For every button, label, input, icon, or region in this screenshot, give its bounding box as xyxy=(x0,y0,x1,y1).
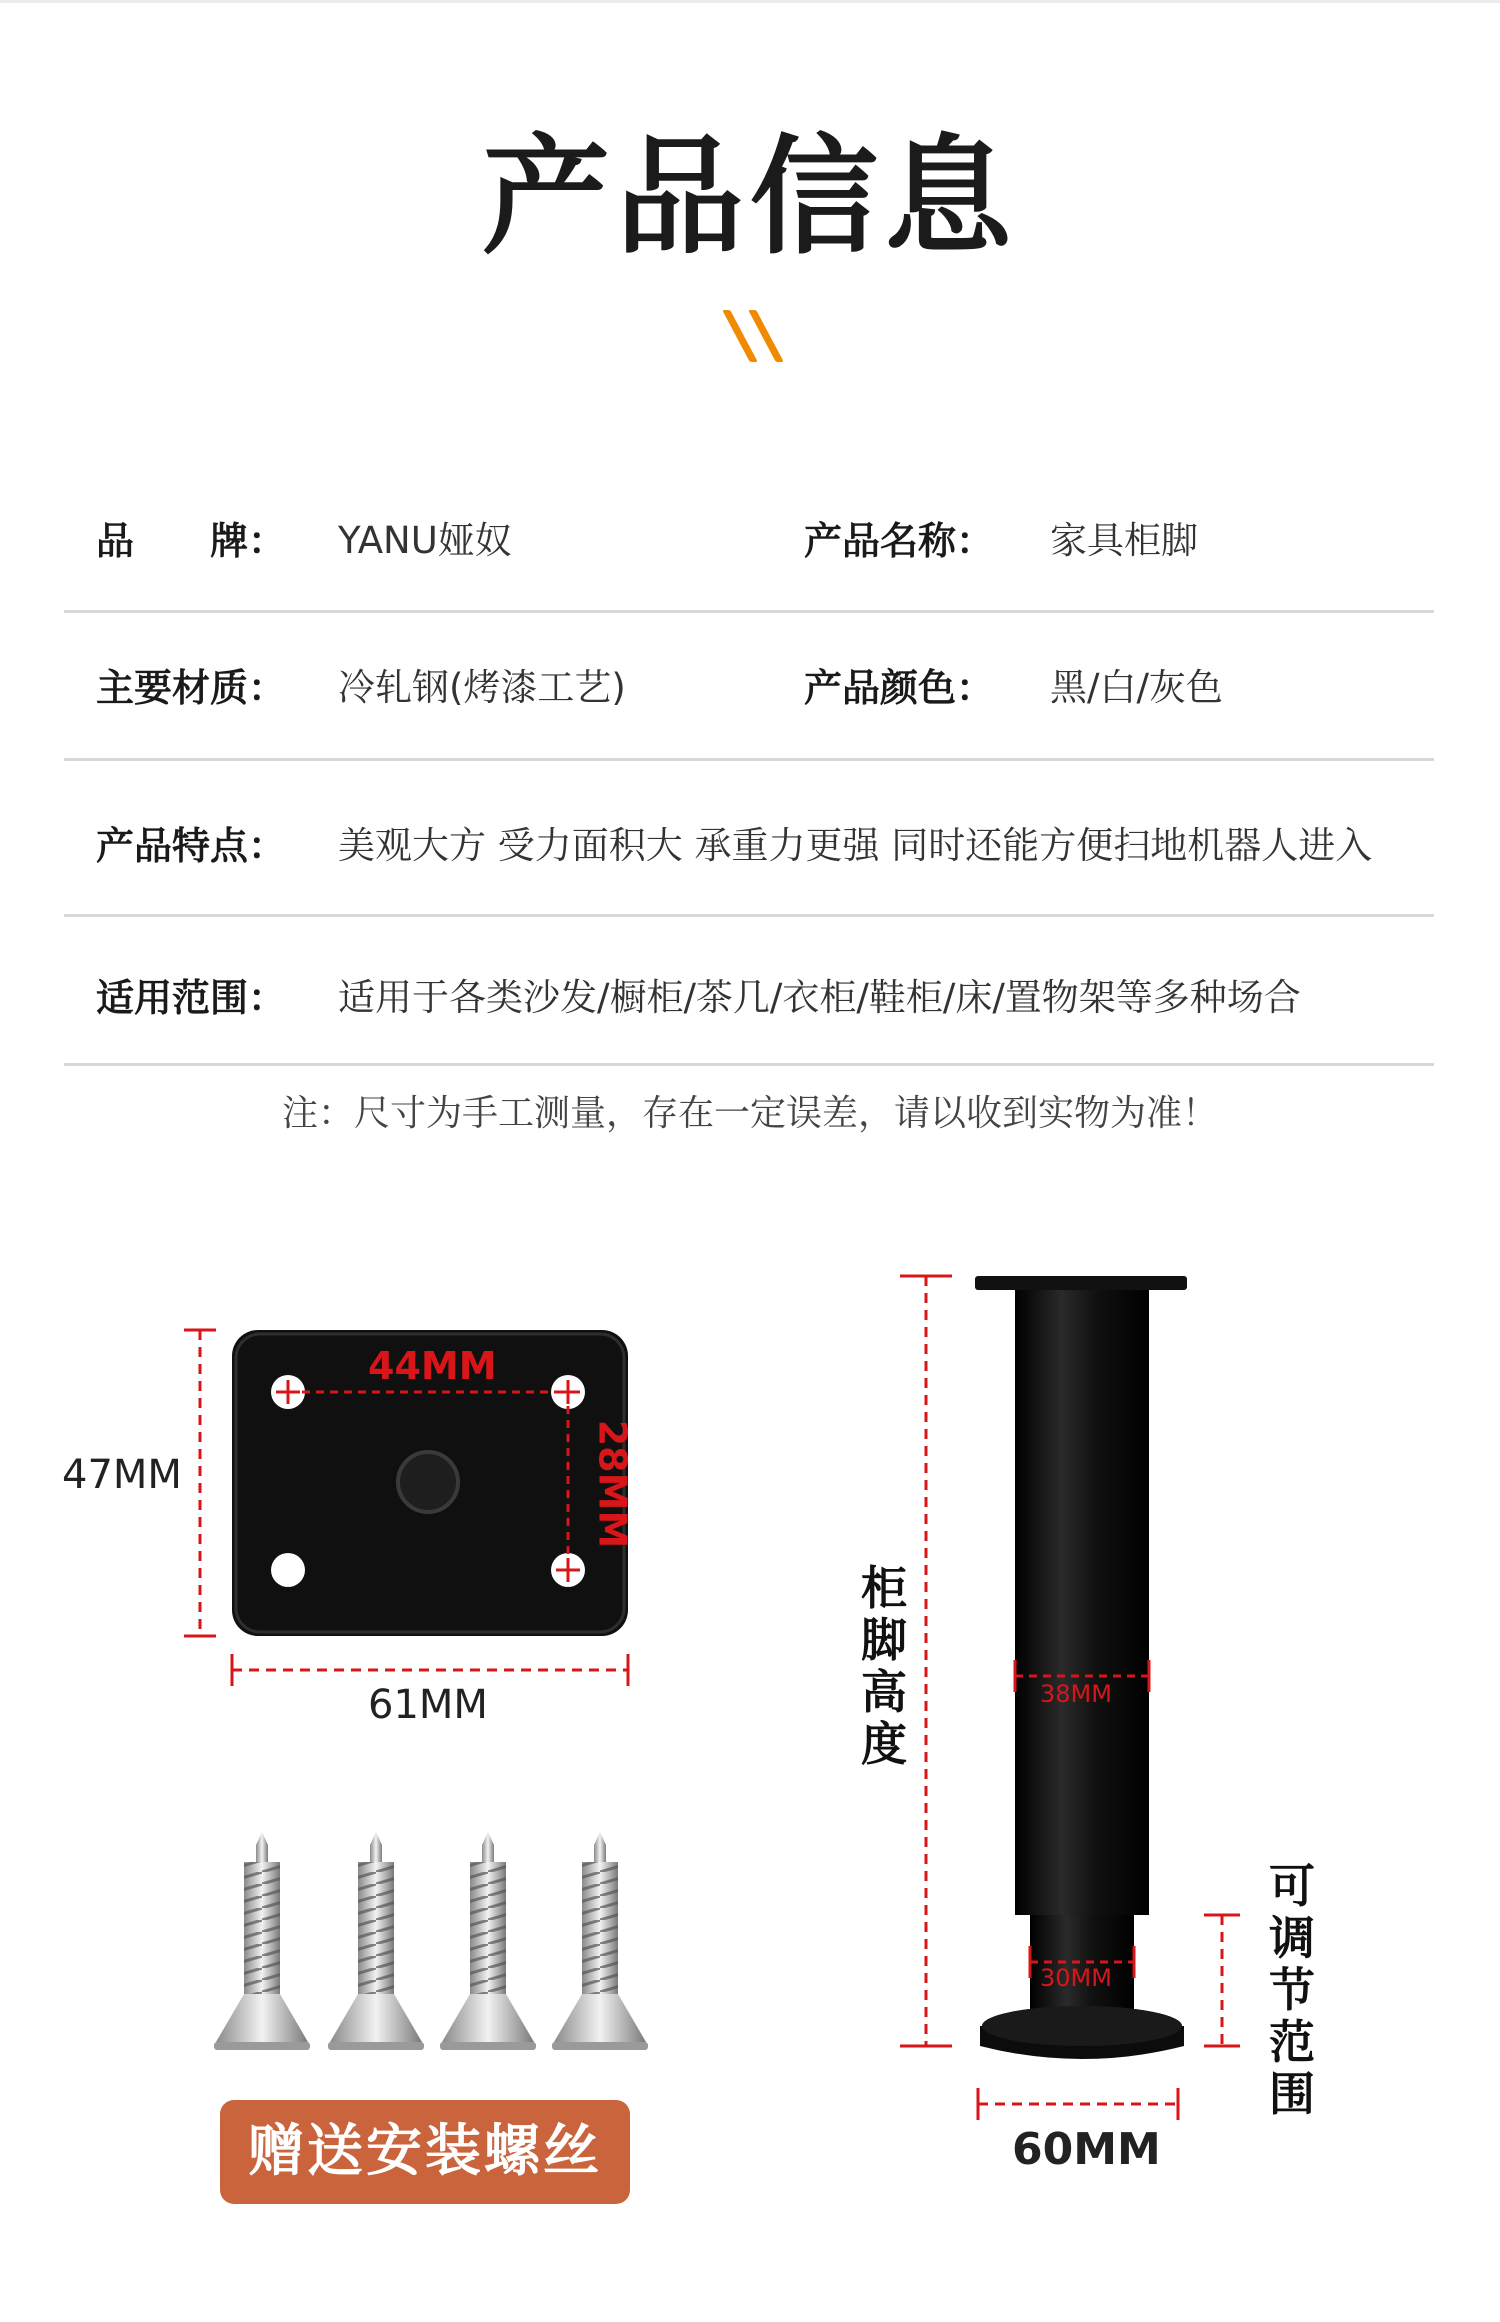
spec-label-color: 产品颜色： xyxy=(804,666,995,710)
leg-base-width-label: 60MM xyxy=(1012,2124,1161,2175)
hole-spacing-v-label: 28MM xyxy=(590,1419,635,1549)
plate-hole xyxy=(271,1553,305,1587)
hole-spacing-h-label: 44MM xyxy=(368,1344,497,1388)
screw-set xyxy=(214,1832,648,2050)
spec-label-name: 产品名称： xyxy=(804,519,995,563)
screw xyxy=(214,1832,310,2050)
spec-value-name: 家具柜脚 xyxy=(1050,519,1198,562)
spec-value-features: 美观大方 受力面积大 承重力更强 同时还能方便扫地机器人进入 xyxy=(338,824,1373,867)
adjust-range-label: 可调节范围 xyxy=(1269,1859,1315,2121)
spec-label-scope: 适用范围： xyxy=(96,976,287,1020)
screw xyxy=(328,1832,424,2050)
screw xyxy=(440,1832,536,2050)
plate-center-bolt xyxy=(398,1452,458,1512)
leg-height-label: 柜脚高度 xyxy=(861,1561,907,1771)
measurement-note: 注：尺寸为手工测量，存在一定误差，请以收到实物为准！ xyxy=(281,1093,1218,1134)
spec-value-color: 黑/白/灰色 xyxy=(1050,666,1223,709)
gift-screws-badge: 赠送安装螺丝 xyxy=(220,2100,630,2204)
screw xyxy=(552,1832,648,2050)
spec-label-material: 主要材质： xyxy=(96,666,287,710)
spec-label-brand: 品 牌： xyxy=(96,519,287,563)
spec-value-material: 冷轧钢(烤漆工艺) xyxy=(338,666,626,709)
plate-width-label: 61MM xyxy=(368,1682,488,1728)
spec-label-features: 产品特点： xyxy=(96,824,287,868)
leg-diameter-label: 38MM xyxy=(1040,1680,1112,1708)
furniture-leg xyxy=(975,1276,1187,2059)
spec-value-brand: YANU娅奴 xyxy=(338,519,512,562)
leg-inner-diameter-label: 30MM xyxy=(1040,1964,1112,1992)
page-title: 产品信息 xyxy=(481,123,1018,272)
spec-value-scope: 适用于各类沙发/橱柜/茶几/衣柜/鞋柜/床/置物架等多种场合 xyxy=(338,976,1301,1019)
plate-height-label: 47MM xyxy=(62,1452,182,1498)
